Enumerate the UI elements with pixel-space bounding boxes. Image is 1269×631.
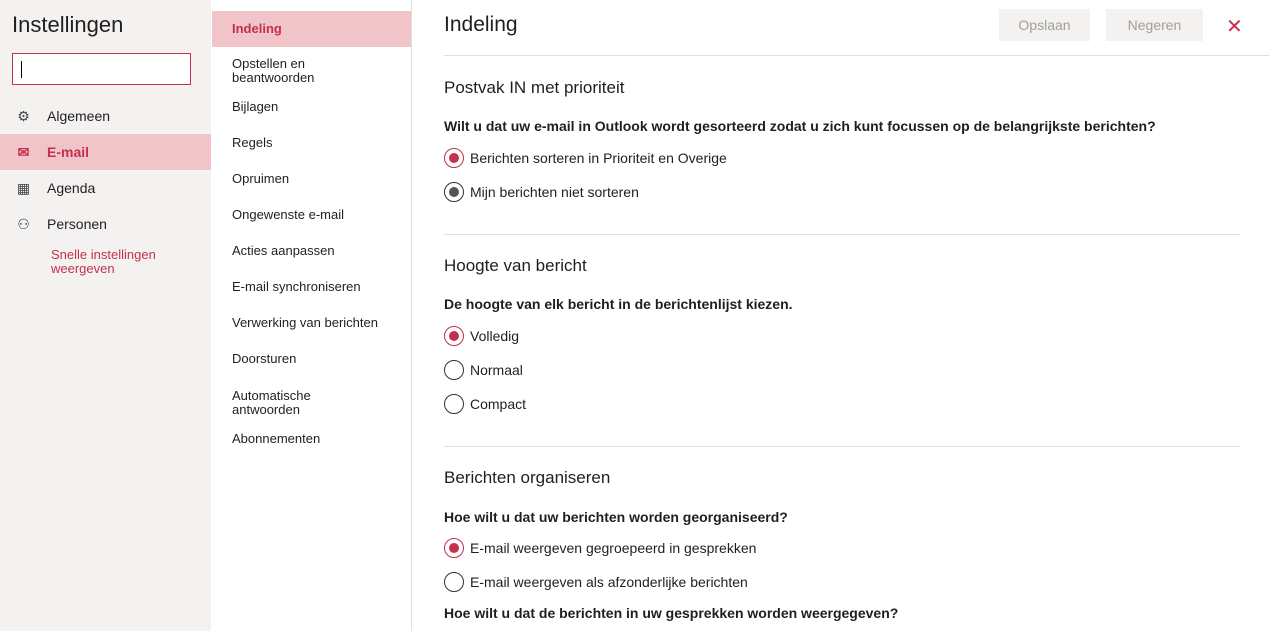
divider	[444, 446, 1240, 447]
subnav-item[interactable]: Indeling	[212, 11, 411, 47]
subnav-item[interactable]: Regels	[232, 135, 273, 150]
subnav-item[interactable]: Doorsturen	[232, 351, 297, 366]
radio-option[interactable]	[444, 182, 639, 202]
subnav-item[interactable]: Automatische antwoorden	[232, 388, 311, 417]
category-label: Personen	[47, 216, 107, 232]
divider	[444, 55, 1269, 56]
email-subnav	[211, 0, 412, 631]
section-title: Berichten organiseren	[444, 468, 611, 487]
category-personen[interactable]	[0, 206, 211, 242]
section-title: Postvak IN met prioriteit	[444, 78, 625, 97]
radio-label: E-mail weergeven als afzonderlijke berichten	[470, 574, 748, 590]
subnav-item[interactable]: Ongewenste e-mail	[232, 207, 344, 222]
radio-option[interactable]	[444, 148, 727, 168]
section-title: Hoogte van bericht	[444, 256, 587, 275]
radio-option[interactable]	[444, 394, 526, 414]
category-label: Algemeen	[47, 108, 111, 124]
divider	[444, 234, 1240, 235]
radio-label: Normaal	[470, 362, 523, 378]
radio-label: Compact	[470, 396, 527, 412]
question: Hoe wilt u dat de berichten in uw gesprekken worden weergegeven?	[444, 605, 899, 621]
page-title: Indeling	[444, 13, 518, 36]
close-icon[interactable]: ✕	[1226, 16, 1243, 38]
subnav-item[interactable]: Opruimen	[232, 171, 290, 186]
calendar-icon: ▦	[16, 179, 31, 196]
category-label: Agenda	[47, 180, 96, 196]
category-email[interactable]	[0, 134, 211, 170]
category-algemeen[interactable]	[0, 98, 211, 134]
category-agenda[interactable]	[0, 170, 211, 206]
radio-option[interactable]	[444, 326, 519, 346]
mail-icon: ✉	[17, 143, 30, 160]
question: De hoogte van elk bericht in de berichtenlijst kiezen.	[444, 296, 793, 312]
people-icon: ⚇	[17, 215, 30, 232]
search-input[interactable]	[12, 53, 191, 85]
quick-settings-link[interactable]: Snelle instellingen weergeven	[51, 247, 156, 276]
radio-label: E-mail weergeven gegroepeerd in gesprekken	[470, 540, 757, 556]
category-label: E-mail	[47, 144, 90, 160]
radio-label: Volledig	[470, 328, 520, 344]
subnav-item[interactable]: Opstellen en beantwoorden	[232, 56, 315, 85]
subnav-item[interactable]: Bijlagen	[232, 99, 279, 114]
save-button[interactable]: Opslaan	[999, 9, 1090, 41]
question: Wilt u dat uw e-mail in Outlook wordt gesorteerd zodat u zich kunt focussen op de belangrijkste berichten?	[444, 118, 1156, 134]
subnav-item[interactable]: Acties aanpassen	[232, 243, 335, 258]
subnav-item[interactable]: Abonnementen	[232, 431, 321, 446]
settings-sidebar	[0, 0, 211, 631]
settings-title: Instellingen	[12, 12, 124, 37]
radio-option[interactable]	[444, 360, 523, 380]
radio-label: Berichten sorteren in Prioriteit en Overige	[470, 150, 727, 166]
subnav-item[interactable]: E-mail synchroniseren	[232, 279, 361, 294]
radio-option[interactable]	[444, 572, 748, 592]
discard-button[interactable]: Negeren	[1106, 9, 1203, 41]
question: Hoe wilt u dat uw berichten worden georganiseerd?	[444, 509, 788, 525]
radio-option[interactable]	[444, 538, 756, 558]
gear-icon: ⚙	[17, 107, 30, 124]
radio-label: Mijn berichten niet sorteren	[470, 184, 639, 200]
subnav-item[interactable]: Verwerking van berichten	[232, 315, 378, 330]
